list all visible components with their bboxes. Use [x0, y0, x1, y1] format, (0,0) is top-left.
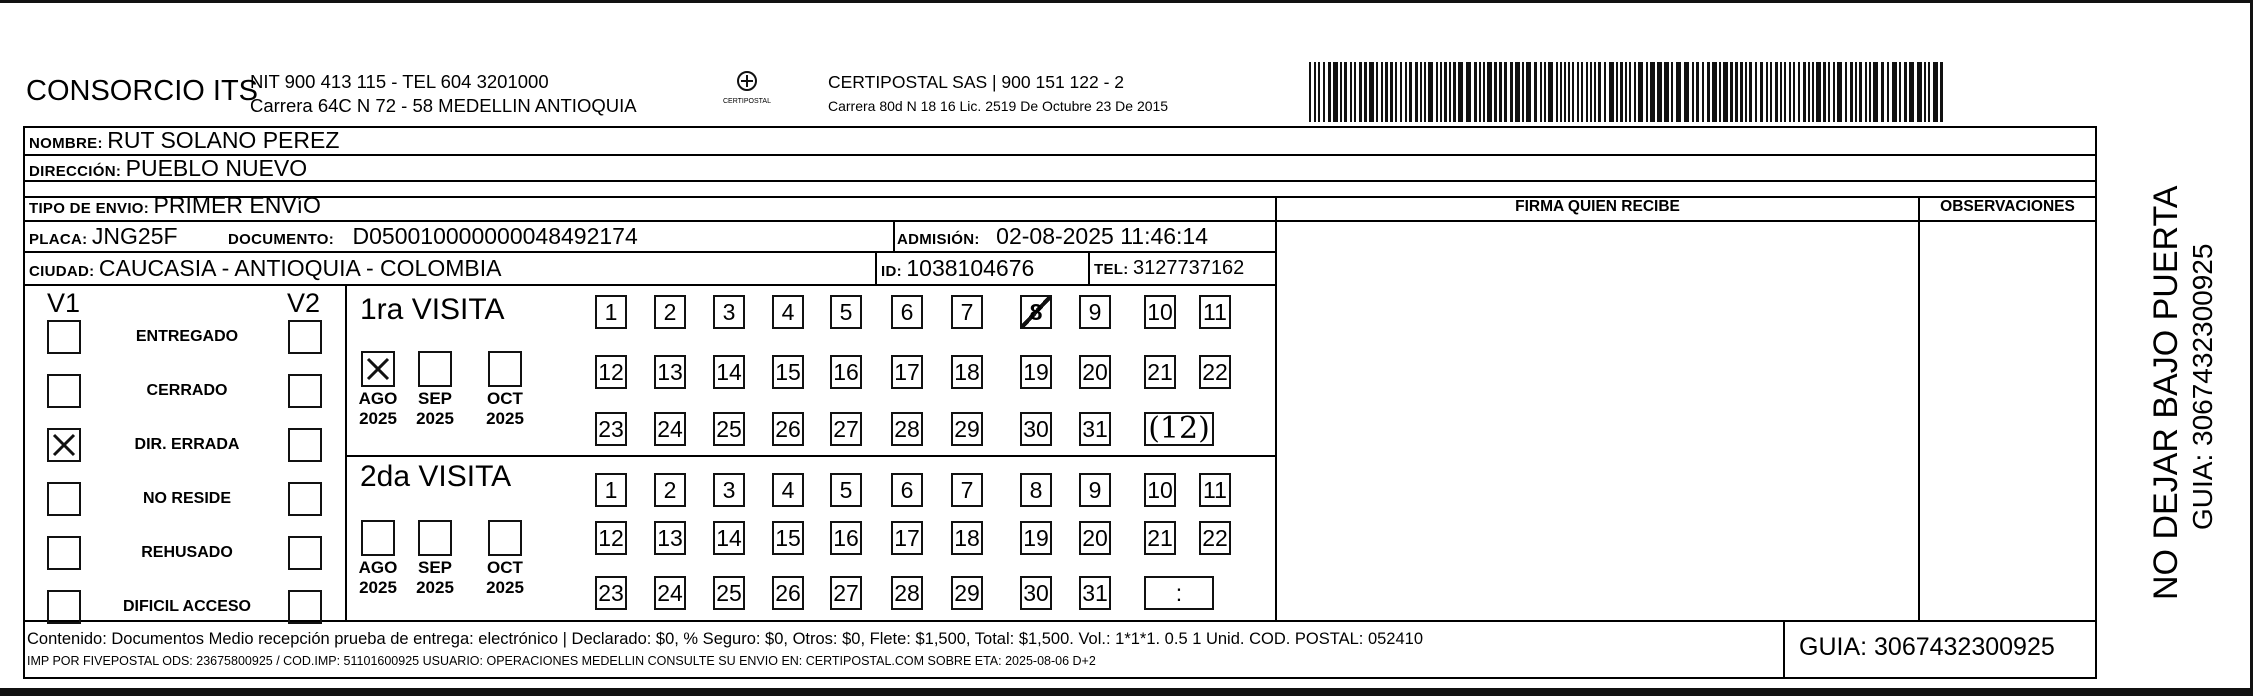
certipostal-logo-icon	[722, 68, 772, 108]
time-box[interactable]: :	[1144, 576, 1214, 610]
day-box[interactable]: 20	[1079, 355, 1111, 389]
tipo-value: PRIMER ENVíO	[153, 192, 321, 218]
admision-value: 02-08-2025 11:46:14	[996, 223, 1209, 249]
month-checkbox[interactable]	[418, 520, 452, 556]
day-box[interactable]: 4	[772, 473, 804, 507]
status-label: DIR. ERRADA	[134, 436, 240, 453]
day-box[interactable]: 4	[772, 295, 804, 329]
month-label	[410, 389, 460, 429]
day-box[interactable]: 12	[595, 521, 627, 555]
day-box[interactable]: 30	[1020, 576, 1052, 610]
day-box[interactable]: 19	[1020, 521, 1052, 555]
certipostal-line2: Carrera 80d N 18 16 Lic. 2519 De Octubre 23 De 2015	[828, 98, 1169, 114]
v2-checkbox[interactable]	[288, 482, 322, 516]
tipo-row	[29, 193, 321, 221]
side-warning: NO DEJAR BAJO PUERTA	[2147, 185, 2185, 600]
day-box[interactable]: 17	[891, 521, 923, 555]
status-label: REHUSADO	[141, 544, 233, 561]
documento-label: DOCUMENTO:	[228, 231, 335, 248]
direccion-label: DIRECCIÓN:	[29, 163, 122, 180]
nombre-value: RUT SOLANO PEREZ	[107, 127, 340, 153]
ciudad-value: CAUCASIA - ANTIOQUIA - COLOMBIA	[98, 255, 502, 281]
v2-checkbox[interactable]	[288, 320, 322, 354]
day-box[interactable]: 19	[1020, 355, 1052, 389]
print-info-line: IMP POR FIVEPOSTAL ODS: 23675800925 / COD.IMP: 51101600925 USUARIO: OPERACIONES MEDELLIN CONSULTE SU ENVIO EN: CERTIPOSTAL.COM SOBRE ETA: 2025-08-06 D+2	[27, 654, 1096, 668]
v1-checkbox[interactable]	[47, 374, 81, 408]
day-box[interactable]: 11	[1199, 473, 1231, 507]
grid-line	[23, 284, 1275, 286]
v1-checkbox[interactable]	[47, 590, 81, 624]
month-name: OCT	[487, 558, 523, 577]
day-box[interactable]: 14	[713, 521, 745, 555]
month-label	[410, 558, 460, 598]
day-box[interactable]: 6	[891, 473, 923, 507]
month-checkbox[interactable]	[488, 520, 522, 556]
direccion-value: PUEBLO NUEVO	[125, 155, 308, 181]
day-box[interactable]: 3	[713, 473, 745, 507]
placa-row	[29, 224, 178, 252]
day-box[interactable]: 20	[1079, 521, 1111, 555]
nombre-label: NOMBRE:	[29, 135, 103, 152]
guia-number: GUIA: 3067432300925	[1799, 633, 2055, 661]
month-name: OCT	[487, 389, 523, 408]
day-box[interactable]: 7	[951, 473, 983, 507]
visit2-title: 2da VISITA	[360, 460, 512, 493]
id-label: ID:	[881, 263, 902, 280]
day-box[interactable]: 26	[772, 412, 804, 446]
time-box[interactable]: (12)	[1144, 412, 1214, 446]
contents-line: Contenido: Documentos Medio recepción prueba de entrega: electrónico | Declarado: $0, % Seguro: $0, Otros: $0, Flete: $1,500, Total: $1,500. Vol.: 1*1*1. 0.5 1 Unid. COD. POSTAL: 052410	[27, 630, 1424, 648]
day-box[interactable]: 14	[713, 355, 745, 389]
placa-value: JNG25F	[91, 223, 178, 249]
day-box[interactable]: 12	[595, 355, 627, 389]
grid-line	[345, 284, 347, 622]
day-box[interactable]: 30	[1020, 412, 1052, 446]
day-box[interactable]: 23	[595, 576, 627, 610]
day-box[interactable]: 24	[654, 576, 686, 610]
v2-header: V2	[287, 288, 321, 318]
tel-value: 3127737162	[1132, 257, 1245, 279]
v1-checkbox[interactable]	[47, 482, 81, 516]
month-label	[480, 389, 530, 429]
day-box[interactable]: 10	[1144, 295, 1176, 329]
day-box[interactable]: 10	[1144, 473, 1176, 507]
day-box[interactable]: 7	[951, 295, 983, 329]
day-box[interactable]: 5	[830, 295, 862, 329]
month-year: 2025	[416, 578, 454, 597]
grid-line	[875, 251, 877, 284]
admision-label: ADMISIÓN:	[897, 231, 980, 248]
grid-line	[23, 180, 2097, 182]
day-box[interactable]: 31	[1079, 412, 1111, 446]
day-box[interactable]: 28	[891, 412, 923, 446]
firma-header: FIRMA QUIEN RECIBE	[1515, 198, 1680, 215]
certipostal-line1: CERTIPOSTAL SAS | 900 151 122 - 2	[828, 72, 1125, 92]
ciudad-row	[29, 256, 501, 284]
month-checkbox[interactable]	[361, 351, 395, 387]
signature-area[interactable]	[1277, 222, 1918, 620]
id-value: 1038104676	[906, 255, 1035, 281]
nit-line: NIT 900 413 115 - TEL 604 3201000	[250, 71, 549, 92]
company-name: CONSORCIO ITS	[26, 75, 259, 107]
month-year: 2025	[486, 578, 524, 597]
day-box[interactable]: 31	[1079, 576, 1111, 610]
observations-area[interactable]	[1920, 222, 2095, 620]
grid-line	[23, 677, 2097, 679]
day-box[interactable]: 25	[713, 412, 745, 446]
grid-line	[1783, 620, 1785, 679]
side-guia: GUIA: 3067432300925	[2187, 243, 2218, 530]
day-box[interactable]: 16	[830, 355, 862, 389]
status-label: ENTREGADO	[135, 328, 239, 345]
month-label	[353, 389, 403, 429]
month-name: AGO	[358, 389, 398, 408]
day-box[interactable]: 9	[1079, 295, 1111, 329]
certipostal-info	[828, 70, 1168, 118]
v2-checkbox[interactable]	[288, 428, 322, 462]
day-box[interactable]: 15	[772, 355, 804, 389]
day-box[interactable]: 21	[1144, 355, 1176, 389]
day-box[interactable]: 26	[772, 576, 804, 610]
ciudad-label: CIUDAD:	[29, 263, 95, 280]
day-box[interactable]: 13	[654, 521, 686, 555]
status-label: NO RESIDE	[142, 490, 231, 507]
grid-line	[23, 620, 2097, 622]
svg-text:CERTIPOSTAL: CERTIPOSTAL	[723, 98, 771, 105]
admision-row	[897, 224, 1208, 252]
tipo-label: TIPO DE ENVIO:	[29, 200, 150, 217]
day-box[interactable]: 2	[654, 473, 686, 507]
day-box[interactable]: 6	[891, 295, 923, 329]
status-label: DIFICIL ACCESO	[122, 598, 251, 615]
day-box[interactable]: 8	[1020, 473, 1052, 507]
scan-border-top	[0, 0, 2253, 3]
month-checkbox[interactable]	[488, 351, 522, 387]
day-box[interactable]: 16	[830, 521, 862, 555]
month-name: AGO	[358, 558, 398, 577]
nombre-row	[29, 128, 339, 156]
day-box[interactable]: 18	[951, 521, 983, 555]
status-label: CERRADO	[146, 382, 228, 399]
tel-row	[1094, 256, 1244, 282]
v2-checkbox[interactable]	[288, 536, 322, 570]
day-box[interactable]: 8	[1020, 295, 1052, 329]
grid-line	[345, 455, 1275, 457]
day-box[interactable]: 29	[951, 576, 983, 610]
barcode	[1309, 62, 1945, 122]
grid-line	[893, 220, 895, 253]
v1-checkbox[interactable]	[47, 320, 81, 354]
grid-line	[23, 126, 25, 679]
day-box[interactable]: 28	[891, 576, 923, 610]
month-label	[353, 558, 403, 598]
v1-checkbox[interactable]	[47, 428, 81, 462]
visit1-title: 1ra VISITA	[360, 293, 505, 326]
placa-label: PLACA:	[29, 231, 88, 248]
day-box[interactable]: 24	[654, 412, 686, 446]
day-box[interactable]: 22	[1199, 521, 1231, 555]
day-box[interactable]: 23	[595, 412, 627, 446]
day-box[interactable]: 22	[1199, 355, 1231, 389]
day-box[interactable]: 17	[891, 355, 923, 389]
day-box[interactable]: 21	[1144, 521, 1176, 555]
v2-checkbox[interactable]	[288, 374, 322, 408]
observaciones-header: OBSERVACIONES	[1940, 198, 2075, 215]
v2-checkbox[interactable]	[288, 590, 322, 624]
direccion-row	[29, 156, 307, 184]
day-box[interactable]: 29	[951, 412, 983, 446]
month-name: SEP	[417, 558, 453, 577]
day-box[interactable]: 27	[830, 576, 862, 610]
id-row	[881, 256, 1034, 284]
month-checkbox[interactable]	[361, 520, 395, 556]
month-name: SEP	[417, 389, 453, 408]
month-year: 2025	[359, 578, 397, 597]
v1-header: V1	[47, 288, 81, 318]
day-box[interactable]: 13	[654, 355, 686, 389]
month-checkbox[interactable]	[418, 351, 452, 387]
tel-label: TEL:	[1094, 261, 1129, 278]
scan-border-bottom	[0, 688, 2253, 696]
day-box[interactable]: 9	[1079, 473, 1111, 507]
month-year: 2025	[486, 409, 524, 428]
day-box[interactable]: 27	[830, 412, 862, 446]
day-box[interactable]: 11	[1199, 295, 1231, 329]
day-box[interactable]: 3	[713, 295, 745, 329]
day-box[interactable]: 1	[595, 295, 627, 329]
day-box[interactable]: 25	[713, 576, 745, 610]
company-info	[250, 70, 637, 118]
day-box[interactable]: 5	[830, 473, 862, 507]
grid-line	[2095, 126, 2097, 679]
month-label	[480, 558, 530, 598]
month-year: 2025	[359, 409, 397, 428]
grid-line	[1088, 251, 1090, 284]
v1-checkbox[interactable]	[47, 536, 81, 570]
documento-row	[228, 224, 638, 252]
documento-value: D050010000000048492174	[352, 223, 638, 249]
month-year: 2025	[416, 409, 454, 428]
day-box[interactable]: 1	[595, 473, 627, 507]
day-box[interactable]: 2	[654, 295, 686, 329]
day-box[interactable]: 18	[951, 355, 983, 389]
day-box[interactable]: 15	[772, 521, 804, 555]
address-line: Carrera 64C N 72 - 58 MEDELLIN ANTIOQUIA	[250, 95, 637, 116]
